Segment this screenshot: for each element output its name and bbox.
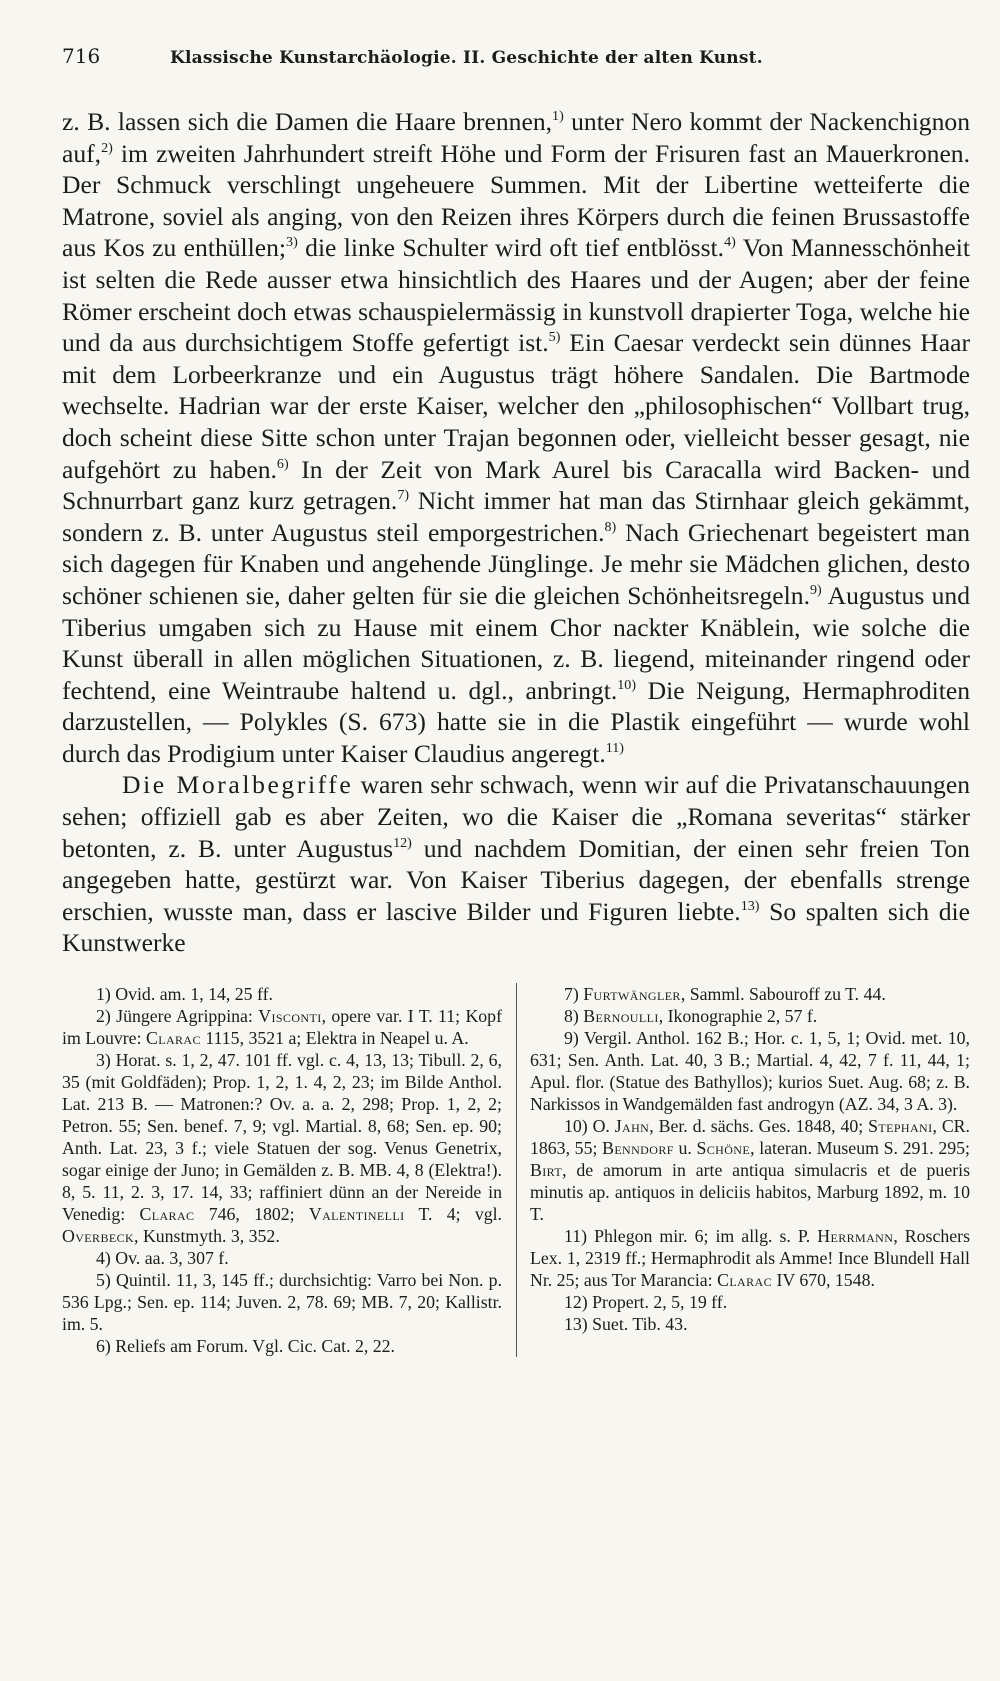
- author-name: Bernoulli: [583, 1006, 659, 1027]
- footnote-number: 5): [96, 1270, 111, 1291]
- footnote-number: 6): [96, 1336, 111, 1357]
- running-head: [62, 44, 970, 92]
- footnote-ref: 4): [724, 234, 736, 251]
- footnote-number: 4): [96, 1248, 111, 1269]
- footnote-text: IV 670, 1548.: [772, 1270, 875, 1291]
- footnote-text: , Samml. Sabouroff zu T. 44.: [680, 984, 886, 1005]
- footnote-number: 13): [564, 1314, 588, 1335]
- text-run: Von Mannesschönheit ist selten die Rede ausser etwa hinsichtlich des Haares und der Augen; aber der feine Römer erscheint doch etwas schauspielermässig in kunstvoll drapierter Toga, welche hie und da aus durchsichtigem Stoffe gefertigt ist.: [62, 233, 971, 358]
- text-run: Die Neigung, Hermaphroditen darzustellen, — Polykles (S. 673) hatte sie in die Plastik eingeführt — wurde wohl durch das Prodigium unter Kaiser Claudius angeregt.: [62, 675, 970, 768]
- text-run: So spalten sich die Kunstwerke: [62, 896, 970, 958]
- footnote-number: 9): [564, 1028, 579, 1049]
- footnote-ref: 1): [552, 108, 564, 125]
- text-run: im zweiten Jahrhundert streift Höhe und Form der Frisuren fast an Mauerkronen. Der Schmuck verschlingt ungeheuere Summen. Mit der Libertine wetteiferte die Matrone, soviel als anging, von den Reizen ihres Körpers durch die feinen Brussastoffe aus Kos zu enthüllen;: [62, 138, 970, 263]
- footnote-11: [530, 1225, 970, 1291]
- running-title: Klassische Kunstarchäologie. II. Geschichte der alten Kunst.: [170, 48, 763, 68]
- footnote-text: , lateran. Museum S. 291. 295;: [750, 1138, 970, 1159]
- footnote-text: Ovid. am. 1, 14, 25 ff.: [110, 984, 273, 1005]
- footnote-text: 746, 1802;: [194, 1204, 309, 1225]
- footnote-text: Reliefs am Forum. Vgl. Cic. Cat. 2, 22.: [110, 1336, 395, 1357]
- footnote-text: Vergil. Anthol. 162 B.; Hor. c. 1, 5, 1; Ovid. met. 10, 631; Sen. Anth. Lat. 40, 3 B.; Martial. 4, 42, 7 f. 11, 44, 1; Apul. flor. (Statue des Bathyllos); kurios Suet. Aug. 68; z. B. Narkissos in Wandgemälden fast androgyn (AZ. 34, 3 A. 3).: [530, 1028, 970, 1115]
- footnote-ref: 6): [276, 455, 289, 472]
- footnote-number: 2): [96, 1006, 111, 1027]
- text-run: z. B. lassen sich die Damen die Haare brennen,: [62, 107, 553, 136]
- text-run: Augustus und Tiberius umgaben sich zu Hause mit einem Chor nackter Knäblein, wie solche die Kunst überall in allen möglichen Situationen, z. B. liegend, miteinander ringend oder fechtend, eine Weintraube haltend u. dgl., anbringt.: [62, 580, 970, 705]
- footnote-1: [62, 983, 502, 1005]
- footnote-9: [530, 1027, 970, 1115]
- author-name: Clarac: [717, 1270, 772, 1291]
- footnote-3: [62, 1049, 502, 1247]
- author-name: Clarac: [145, 1028, 201, 1049]
- footnote-text: Quintil. 11, 3, 145 ff.; durchsichtig: Varro bei Non. p. 536 Lpg.; Sen. ep. 114; Juven. 2, 78. 69; MB. 7, 20; Kallistr. im. 5.: [62, 1270, 502, 1335]
- footnote-text: , Ikonographie 2, 57 f.: [658, 1006, 818, 1027]
- page-number: 716: [62, 44, 101, 68]
- footnote-6: [62, 1335, 502, 1357]
- footnote-number: 7): [564, 984, 579, 1005]
- footnote-number: 3): [96, 1050, 111, 1071]
- footnote-number: 12): [564, 1292, 588, 1313]
- footnote-5: [62, 1269, 502, 1335]
- footnote-number: 1): [96, 984, 111, 1005]
- author-name: Schöne: [696, 1138, 751, 1159]
- footnote-4: [62, 1247, 502, 1269]
- author-name: Herrmann: [817, 1226, 894, 1247]
- footnote-text: T. 4; vgl.: [404, 1204, 502, 1225]
- author-name: Stephani: [868, 1116, 933, 1137]
- footnote-text: Propert. 2, 5, 19 ff.: [587, 1292, 728, 1313]
- footnote-ref: 3): [286, 234, 298, 251]
- footnote-ref: 2): [101, 139, 113, 156]
- author-name: Valentinelli: [308, 1204, 405, 1225]
- footnote-text: , Kunstmyth. 3, 352.: [134, 1226, 280, 1247]
- footnotes-right-column: [530, 983, 970, 1357]
- text-run: die linke Schulter wird oft tief entblösst.: [297, 233, 725, 263]
- footnote-7: [530, 983, 970, 1005]
- footnote-text: O.: [587, 1116, 615, 1137]
- author-name: Visconti: [258, 1006, 322, 1027]
- text-run: waren sehr schwach, wenn wir auf die Privatanschauungen sehen; offiziell gab es aber Zeiten, wo die Kaiser die „Romana severitas“ stärker betonten, z. B. unter Augustus: [62, 770, 970, 863]
- text-run: Ein Caesar verdeckt sein dünnes Haar mit dem Lorbeerkranze und ein Augustus trägt höhere Sandalen. Die Bartmode wechselte. Hadrian war der erste Kaiser, welcher den „philosophischen“ Vollbart trug, doch scheint diese Sitte schon unter Trajan begonnen oder, vielleicht besser gesagt, nie aufgehört zu haben.: [62, 328, 970, 484]
- author-name: Benndorf: [602, 1138, 674, 1159]
- author-name: Birt: [530, 1160, 563, 1181]
- footnote-12: [530, 1291, 970, 1313]
- author-name: Furtwängler: [583, 984, 681, 1005]
- paragraph-1: [62, 106, 970, 769]
- footnote-number: 8): [564, 1006, 579, 1027]
- main-text: [62, 106, 970, 959]
- paragraph-2: [62, 769, 970, 959]
- author-name: Clarac: [139, 1204, 195, 1225]
- footnote-8: [530, 1005, 970, 1027]
- footnote-text: Horat. s. 1, 2, 47. 101 ff. vgl. c. 4, 13, 13; Tibull. 2, 6, 35 (mit Goldfäden); Prop. 1, 2, 1. 4, 2, 23; im Bilde Anthol. Lat. 213 B. — Matronen:? Ov. a. a. 2, 298; Prop. 1, 2, 2; Petron. 55; Sen. benef. 7, 9; vgl. Martial. 8, 68; Sen. ep. 90; Anth. Lat. 23, 3 f.; viele Statuen der sog. Venus Genetrix, sogar einige der Juno; in Gemälden z. B. MB. 4, 8 (Elektra!). 8, 5. 11, 2. 3, 17. 14, 33; raffiniert dünn an der Nereide in Venedig:: [62, 1050, 502, 1225]
- footnote-ref: 12): [393, 834, 412, 851]
- footnote-number: 10): [564, 1116, 588, 1137]
- footnote-text: Phlegon mir. 6; im allg. s. P.: [587, 1226, 818, 1247]
- text-run: und nachdem Domitian, der einen sehr freien Ton angegeben hatte, gestürzt war. Von Kaiser Tiberius dagegen, der ebenfalls strenge erschien, wusste man, dass er lascive Bilder und Figuren liebte.: [62, 833, 970, 926]
- footnote-text: , de amorum in arte antiqua simulacris et de pueris minutis ap. antiquos in deliciis habitos, Marburg 1892, m. 10 T.: [530, 1160, 970, 1225]
- text-run: Nicht immer hat man das Stirnhaar gleich gekämmt, sondern z. B. unter Augustus steil emporgestrichen.: [62, 486, 970, 547]
- author-name: Overbeck: [62, 1226, 135, 1247]
- footnote-ref: 13): [740, 898, 760, 914]
- footnote-number: 11): [564, 1226, 588, 1247]
- text-run: Nach Griechenart begeistert man sich dagegen für Knaben und angehende Jünglinge. Je mehr sie Mädchen glichen, desto schöner schienen sie, daher gelten für sie die gleichen Schönheitsregeln.: [62, 517, 970, 610]
- footnote-text: , CR. 1863, 55;: [530, 1116, 970, 1159]
- footnote-ref: 7): [397, 487, 410, 504]
- text-run: In der Zeit von Mark Aurel bis Caracalla wird Backen- und Schnurrbart ganz kurz getragen.: [62, 454, 971, 516]
- footnote-text: 1115, 3521 a; Elektra in Neapel u. A.: [200, 1028, 469, 1049]
- footnotes: [62, 983, 970, 1357]
- footnote-2: [62, 1005, 502, 1049]
- footnote-ref: 10): [617, 676, 637, 693]
- author-name: Jahn: [614, 1116, 650, 1137]
- footnote-text: Jüngere Agrippina:: [110, 1006, 259, 1027]
- footnote-ref: 8): [604, 518, 617, 535]
- footnote-13: [530, 1313, 970, 1335]
- footnote-text: , opere var. I T. 11; Kopf im Louvre:: [62, 1006, 502, 1049]
- footnote-text: Suet. Tib. 43.: [587, 1314, 688, 1335]
- footnote-10: [530, 1115, 970, 1225]
- footnote-ref: 9): [809, 582, 822, 599]
- text-run: unter Nero kommt der Nackenchignon auf,: [62, 107, 970, 168]
- emphasized-term: Die Moralbegriffe: [122, 770, 354, 800]
- footnote-text: Ov. aa. 3, 307 f.: [110, 1248, 229, 1269]
- footnote-text: u.: [673, 1138, 697, 1159]
- footnote-ref: 5): [548, 329, 561, 346]
- footnotes-left-column: [62, 983, 517, 1357]
- footnote-text: , Ber. d. sächs. Ges. 1848, 40;: [649, 1116, 869, 1137]
- footnote-ref: 11): [605, 740, 624, 757]
- footnote-text: , Roschers Lex. 1, 2319 ff.; Hermaphrodit als Amme! Ince Blundell Hall Nr. 25; aus Tor Marancia:: [530, 1226, 970, 1291]
